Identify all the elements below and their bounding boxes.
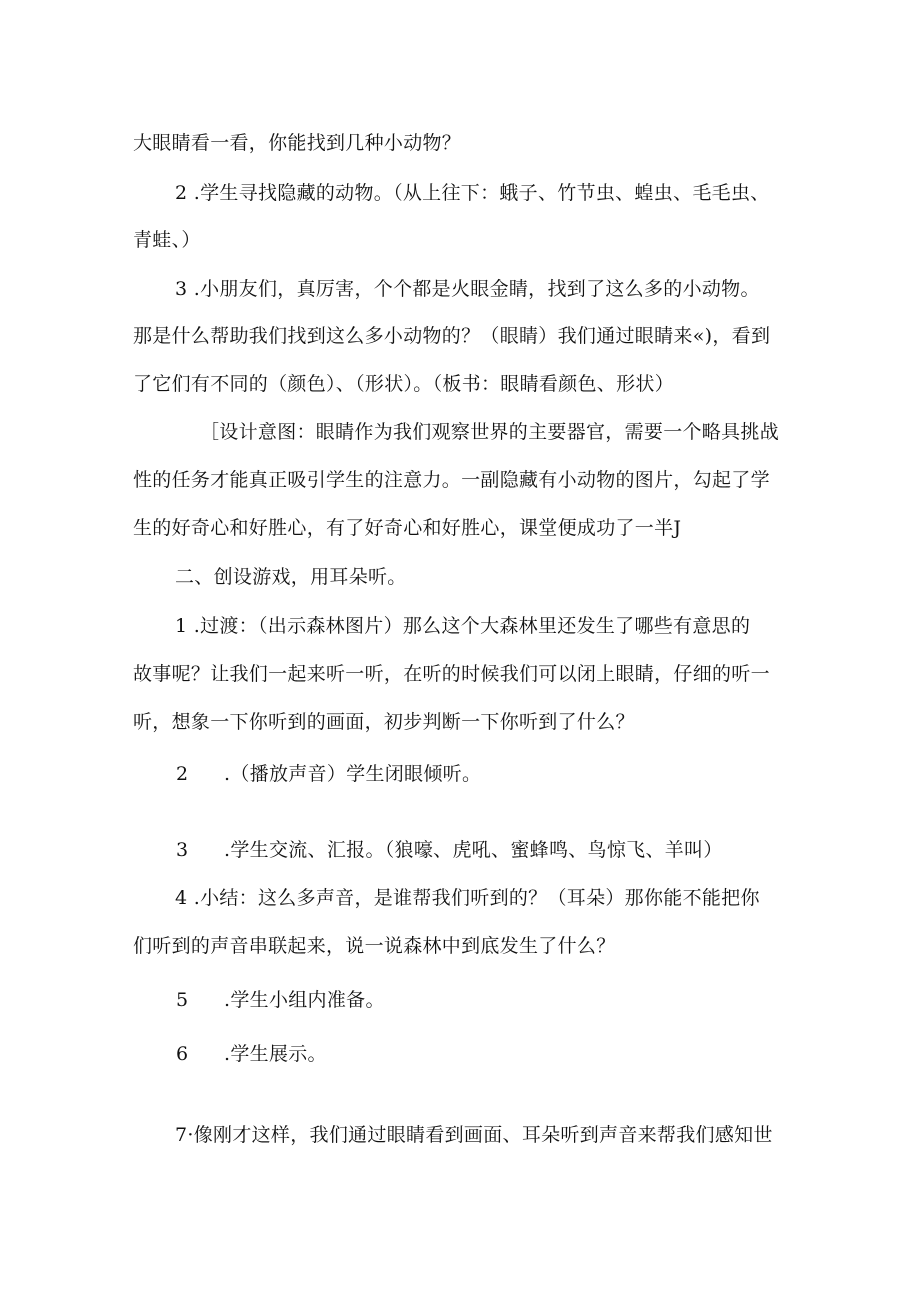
item-text-3: .学生交流、汇报。（狼嚎、虎吼、蜜蜂鸣、鸟惊飞、羊叫） (224, 839, 723, 861)
text-line-24: 7·像刚才这样，我们通过眼睛看到画面、耳朵听到声音来帮我们感知世 (175, 1124, 773, 1146)
text-line-11: 1 .过渡：（出示森林图片）那么这个大森林里还发生了哪些有意思的 (175, 615, 751, 637)
text-line-4: 3 .小朋友们，真厉害，个个都是火眼金睛，找到了这么多的小动物。 (175, 278, 760, 300)
text-line-13: 听，想象一下你听到的画面，初步判断一下你听到了什么？ (133, 711, 635, 733)
section-heading: 二、创设游戏，用耳朵听。 (175, 566, 407, 588)
design-intent-line-3: 生的好奇心和好胜心，有了好奇心和好胜心，课堂便成功了一半J (133, 517, 682, 539)
design-intent-line-1: ［设计意图：眼睛作为我们观察世界的主要器官，需要一个略具挑战 (200, 421, 780, 443)
text-line-3: 青蛙、） (133, 229, 201, 251)
text-line-18: 们听到的声音串联起来，说一说森林中到底发生了什么？ (133, 935, 616, 957)
item-number-6: 6 (176, 1043, 189, 1065)
text-line-5: 那是什么帮助我们找到这么多小动物的？（眼睛）我们通过眼睛来«)，看到 (133, 325, 771, 347)
item-text-5: .学生小组内准备。 (224, 989, 385, 1011)
text-line-6: 了它们有不同的（颜色）、（形状）。（板书：眼睛看颜色、形状） (133, 373, 675, 395)
text-line-1: 大眼睛看一看，你能找到几种小动物？ (133, 132, 462, 154)
item-number-5: 5 (176, 989, 189, 1011)
text-line-2: 2 .学生寻找隐藏的动物。（从上往下：蛾子、竹节虫、蝗虫、毛毛虫、 (175, 182, 770, 204)
design-intent-line-2: 性的任务才能真正吸引学生的注意力。一副隐藏有小动物的图片，勾起了学 (133, 469, 770, 491)
item-number-3: 3 (176, 839, 189, 861)
text-line-17: 4 .小结：这么多声音，是谁帮我们听到的？（耳朵）那你能不能把你 (175, 887, 760, 909)
item-text-6: .学生展示。 (224, 1043, 327, 1065)
text-line-12: 故事呢？让我们一起来听一听，在听的时候我们可以闭上眼睛，仔细的听一 (133, 663, 770, 685)
item-number-2: 2 (176, 763, 189, 785)
item-text-2: .（播放声音）学生闭眼倾听。 (224, 763, 482, 785)
